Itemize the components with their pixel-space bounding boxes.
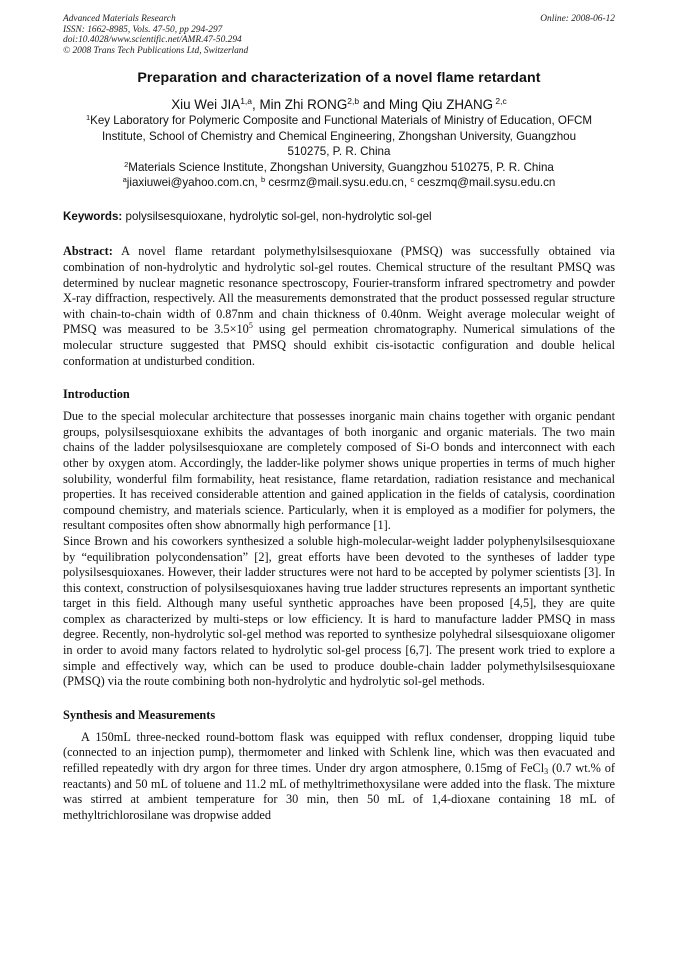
issn-line: ISSN: 1662-8985, Vols. 47-50, pp 294-297	[63, 24, 223, 35]
keywords	[63, 210, 615, 223]
email-b-sup: b	[261, 175, 266, 184]
email-a: jiaxiuwei@yahoo.com.cn,	[126, 176, 262, 189]
affiliation-2	[63, 160, 615, 175]
affiliation-2-line: Materials Science Institute, Zhongshan University, Guangzhou 510275, P. R. China	[128, 160, 554, 174]
affiliation-1-line-3: 510275, P. R. China	[287, 145, 391, 159]
author-1-sup: 1,a	[240, 96, 253, 107]
introduction-paragraph-1: Due to the special molecular architecture that possesses inorganic main chains together with organic pendant groups, polysilsesquioxane exhibits the advantages of both inorganic and organic materials. The two main chains of the ladder polysilsesquioxane are completely composed of Si-O bonds and interconnect with each other by oxygen atom. Accordingly, the ladder-like polymer shows unique properties in terms of much higher solubility, wonderful film formability, heat resistance, flame retardation, radiation resistance and mechanical properties. It has received considerable attention and gained application in the fields of catalysis, coordination compound chemistry, and materials science. Particularly, when it is employed as a modifier for polymers, the resultant composites often show abnormally high performance [1].	[63, 409, 615, 533]
abstract-text-2: using gel permeation chromatography. Numerical simulations of the molecular structure suggested that PMSQ should exhibit cis-isotactic configuration and double helical conformation at undisturbed condition.	[63, 322, 615, 368]
paper-page	[63, 14, 615, 823]
affiliations	[63, 113, 615, 190]
email-c-sup: c	[410, 175, 415, 184]
author-separator: ,	[252, 97, 260, 113]
affiliation-1-line-2: Institute, School of Chemistry and Chemical Engineering, Zhongshan University, Guangzhou	[101, 129, 577, 143]
author-2: Min Zhi RONG	[259, 97, 348, 113]
doi-line: doi:10.4028/www.scientific.net/AMR.47-50.294	[63, 35, 242, 46]
email-b: cesrmz@mail.sysu.edu.cn,	[265, 176, 411, 189]
fecl3-subscript: 3	[544, 767, 549, 777]
author-separator: and	[359, 97, 389, 113]
keywords-label: Keywords:	[63, 210, 123, 224]
affiliation-1-line: Key Laboratory for Polymeric Composite and Functional Materials of Ministry of Education, OFCM	[90, 114, 593, 128]
author-3: Ming Qiu ZHANG	[388, 97, 494, 113]
synthesis-text-1: A 150mL three-necked round-bottom flask was equipped with reflux condenser, dropping liquid tube (connected to an injection pump), thermometer and linked with Schlenk line, which was then evacuated and refilled repeatedly with dry argon for three times. Under dry argon atmosphere, 0.15mg of FeCl	[63, 729, 615, 776]
synthesis-paragraph-1	[63, 730, 615, 824]
synthesis-text-2: (0.7 wt.% of reactants) and 50 mL of toluene and 11.2 mL of methyltrimethoxysilane were added into the flask. The mixture was stirred at ambient temperature for 30 min, then 50 mL of 1,4-dioxane containing 18 mL of methyltrichlorosilane was dropwise added	[63, 761, 616, 822]
email-line	[63, 175, 615, 190]
copyright-line: © 2008 Trans Tech Publications Ltd, Switzerland	[63, 45, 249, 56]
journal-name: Advanced Materials Research	[63, 14, 176, 24]
email-c: ceszmq@mail.sysu.edu.cn	[414, 176, 556, 189]
synthesis-heading: Synthesis and Measurements	[63, 707, 216, 722]
introduction-heading: Introduction	[63, 387, 130, 402]
affiliation-1	[63, 113, 615, 128]
keywords-text: polysilsesquioxane, hydrolytic sol-gel, non-hydrolytic sol-gel	[122, 210, 432, 224]
author-2-sup: 2,b	[347, 96, 360, 107]
journal-header	[63, 14, 615, 56]
abstract	[63, 244, 615, 369]
author-1: Xiu Wei JIA	[171, 97, 241, 113]
affiliation-2-sup: 2	[124, 159, 129, 169]
paper-title: Preparation and characterization of a novel flame retardant	[137, 70, 541, 87]
abstract-label: Abstract:	[63, 244, 113, 259]
introduction-paragraph-2: Since Brown and his coworkers synthesized a soluble high-molecular-weight ladder polyphenylsilsesquioxane by “equilibration polycondensation” [2], great efforts have been devoted to the syntheses of ladder type polysilsesquioxanes. However, their ladder structures were not hard to be accepted by polymer scientists [3]. In this context, construction of polysilsesquioxanes having true ladder structures represents an important synthetic target in this field. Although many useful synthetic approaches have been proposed [4,5], they are quite complex as characterized by multi-steps or low efficiency. It is hard to manufacture ladder PMSQ in mass degree. Recently, non-hydrolytic sol-gel method was reported to synthesize polyhedral silsesquioxane oligomer in order to avoid many factors related to hydrolytic sol-gel process [6,7]. The present work tried to explore a simple and effectively way, which can be used to produce double-chain ladder polymethylsilsesquioxane (PMSQ) via the route combining both non-hydrolytic and hydrolytic sol-gel methods.	[63, 533, 615, 689]
abstract-text-1: A novel flame retardant polymethylsilsesquioxane (PMSQ) was successfully obtained via combination of non-hydrolytic and hydrolytic sol-gel routes. Chemical structure of the resultant PMSQ was determined by nuclear magnetic resonance spectroscopy, Fourier-transform infrared spectrometry and powder X-ray diffraction, respectively. All the measurements demonstrated that the product possessed regular structure with chain-to-chain width of 0.87nm and chain thickness of 0.40nm. Weight average molecular weight of PMSQ was measured to be 3.5×10	[63, 244, 615, 337]
online-date: Online: 2008-06-12	[540, 14, 615, 24]
affiliation-1-sup: 1	[85, 113, 91, 123]
author-list	[63, 97, 615, 113]
author-3-sup: 2,c	[493, 96, 507, 107]
email-a-sup: a	[122, 175, 127, 184]
abstract-exponent: 5	[248, 321, 253, 331]
